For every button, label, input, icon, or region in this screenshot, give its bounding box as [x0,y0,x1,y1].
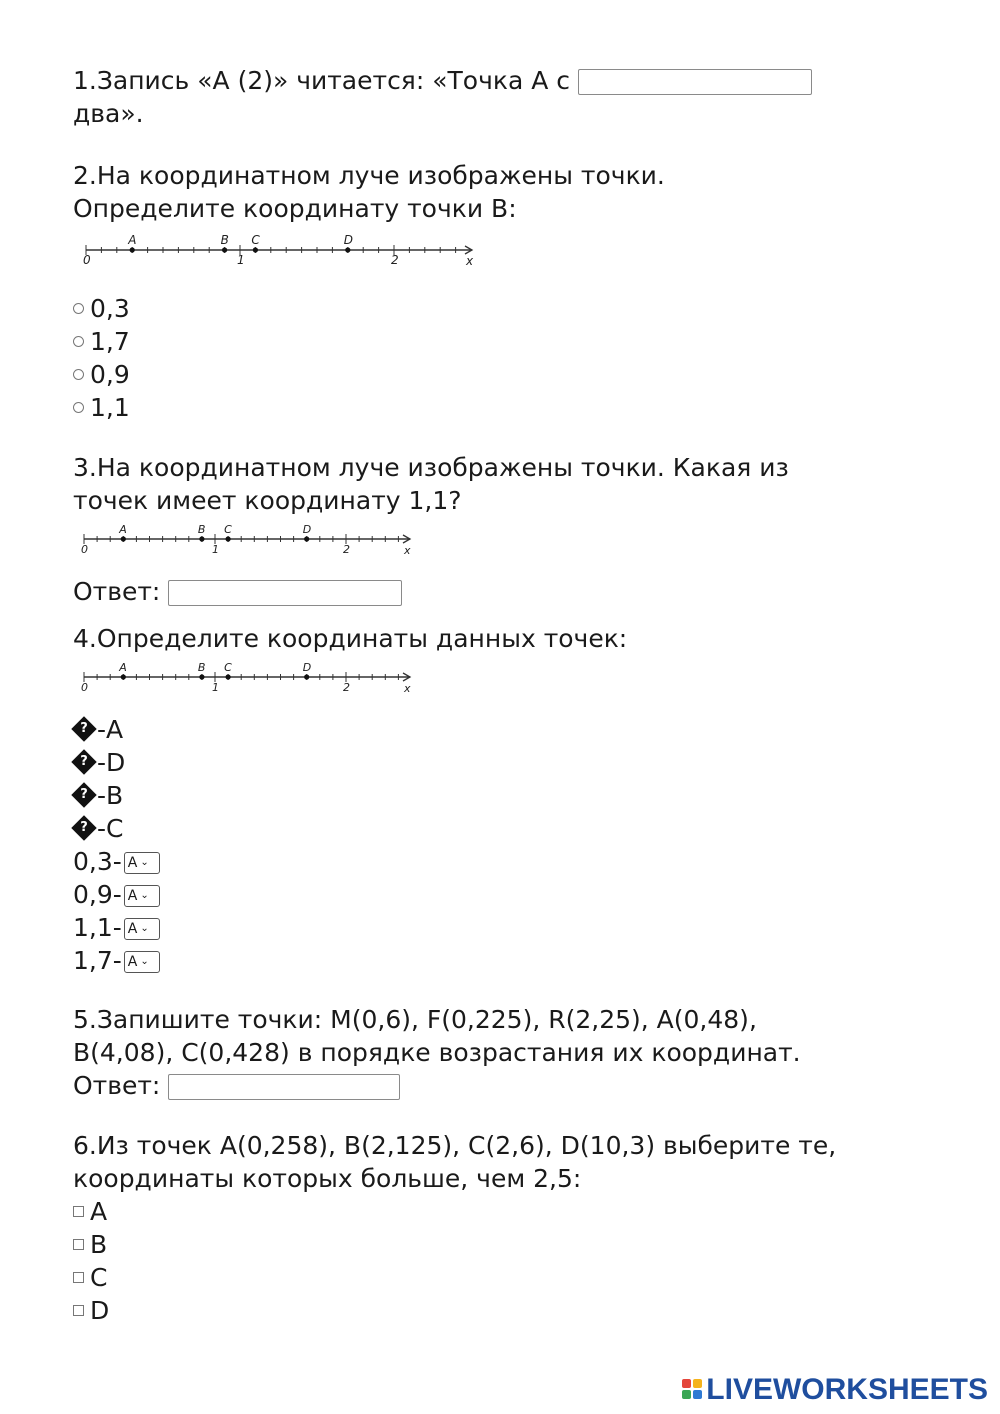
ray-point [226,674,231,679]
question-3-text-line2: точек имеет координату 1,1? [73,486,462,515]
question-2 [73,159,850,225]
point-select[interactable]: A ⌄ [124,918,160,940]
point-item: ? -D [73,746,850,779]
radio-button[interactable] [73,369,84,380]
ray-point [253,247,258,252]
question-6 [73,1129,850,1327]
question-6-option[interactable]: B [73,1228,850,1261]
question-2-option[interactable]: 1,1 [73,391,850,424]
checkbox[interactable] [73,1206,84,1217]
chevron-down-icon: ⌄ [140,890,149,901]
ray-point-label: C [224,523,232,536]
question-5-answer-input[interactable] [168,1074,400,1100]
ray-point-label: C [251,233,260,247]
missing-glyph-icon: ? [71,716,96,741]
ray-tick-label: 0 [83,253,91,267]
question-6-text-line1: 6.Из точек А(0,258), B(2,125), C(2,6), D(10,3) выберите те, [73,1131,837,1160]
ray-point [199,536,204,541]
ray-point-label: A [119,661,127,674]
ray-tick-label: 0 [81,543,88,556]
ray-axis-label: x [404,682,411,695]
chevron-down-icon: ⌄ [140,956,149,967]
ray-tick-label: 1 [212,681,219,694]
question-1-text-end: два». [73,99,144,128]
question-2-text-line1: 2.На координатном луче изображены точки. [73,161,665,190]
point-select[interactable]: A ⌄ [124,951,160,973]
question-5-text-line1: 5.Запишите точки: M(0,6), F(0,225), R(2,25), A(0,48), [73,1005,757,1034]
ray-tick-label: 0 [81,681,88,694]
ray-point-label: D [343,233,354,247]
ray-point [121,674,126,679]
point-item: ? -C [73,812,850,845]
chevron-down-icon: ⌄ [140,923,149,934]
coordinate-pair: 0,3- A ⌄ [73,845,850,878]
question-1-text: 1.Запись «А (2)» читается: «Точка А с [73,66,571,95]
brand-name: LIVEWORKSHEETS [706,1372,988,1406]
missing-glyph-icon: ? [71,815,96,840]
ray-point [304,536,309,541]
ray-point-label: B [197,661,206,674]
ray-point [226,536,231,541]
question-6-option[interactable]: C [73,1261,850,1294]
point-item: ? -А [73,713,850,746]
point-select[interactable]: A ⌄ [124,852,160,874]
question-2-option[interactable]: 1,7 [73,325,850,358]
logo-icon [682,1379,702,1399]
checkbox[interactable] [73,1272,84,1283]
question-3-answer-input[interactable] [168,580,402,606]
coordinate-pair: 0,9- A ⌄ [73,878,850,911]
missing-glyph-icon: ? [71,782,96,807]
ray-point [199,674,204,679]
liveworksheets-logo [682,1372,988,1406]
question-1-answer-input[interactable] [578,69,812,95]
ray-point-label: B [197,523,206,536]
ray-axis-label: x [404,544,411,557]
ray-point-label: D [302,523,312,536]
question-4-title: 4.Определите координаты данных точек: [73,624,628,653]
number-ray-q2 [80,230,480,274]
ray-tick-label: 2 [391,253,399,267]
question-5 [73,1003,850,1102]
question-3 [73,451,850,517]
coordinate-pair: 1,1- A ⌄ [73,911,850,944]
ray-point-label: D [302,661,312,674]
checkbox[interactable] [73,1305,84,1316]
question-2-option[interactable]: 0,3 [73,292,850,325]
ray-tick-label: 2 [343,543,350,556]
ray-axis-label: x [466,254,474,268]
checkbox[interactable] [73,1239,84,1250]
ray-point-label: C [224,661,232,674]
number-ray-q3 [78,519,418,559]
question-6-option[interactable]: A [73,1195,850,1228]
question-5-text-line2: B(4,08), C(0,428) в порядке возрастания их координат. [73,1038,801,1067]
question-2-text-line2: Определите координату точки В: [73,194,517,223]
question-2-option[interactable]: 0,9 [73,358,850,391]
radio-button[interactable] [73,303,84,314]
radio-button[interactable] [73,402,84,413]
ray-tick-label: 2 [343,681,350,694]
ray-point [130,247,135,252]
question-4-items [73,713,850,977]
ray-point-label: A [128,233,137,247]
question-3-text-line1: 3.На координатном луче изображены точки. Какая из [73,453,789,482]
ray-tick-label: 1 [237,253,245,267]
ray-point [304,674,309,679]
radio-button[interactable] [73,336,84,347]
ray-point-label: B [220,233,229,247]
number-ray-q4 [78,657,418,697]
question-3-answer [73,575,850,608]
question-6-text-line2: координаты которых больше, чем 2,5: [73,1164,582,1193]
ray-point [121,536,126,541]
missing-glyph-icon: ? [71,749,96,774]
ray-tick-label: 1 [212,543,219,556]
question-2-options [73,292,850,424]
ray-point-label: A [119,523,127,536]
question-1 [73,64,850,130]
point-item: ? -В [73,779,850,812]
point-select[interactable]: A ⌄ [124,885,160,907]
question-4 [73,622,850,655]
ray-point [345,247,350,252]
chevron-down-icon: ⌄ [140,857,149,868]
answer-label: Ответ: [73,1071,161,1100]
answer-label: Ответ: [73,577,161,606]
question-6-option[interactable]: D [73,1294,850,1327]
ray-point [222,247,227,252]
coordinate-pair: 1,7- A ⌄ [73,944,850,977]
